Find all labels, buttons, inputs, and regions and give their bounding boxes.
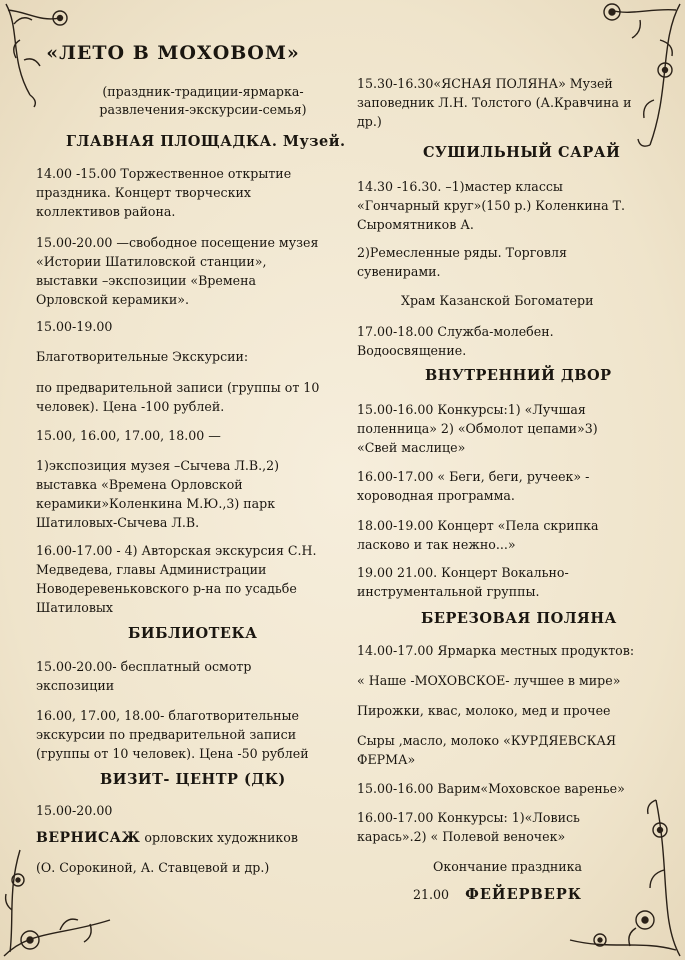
vernissage-label: ВЕРНИСАЖ — [36, 830, 141, 846]
text-line: 15.00-16.00 Варим«Моховское варенье» — [357, 781, 625, 796]
text-line: ФЕРМА» — [357, 752, 416, 767]
closing-text: Окончание праздника — [433, 859, 583, 874]
text-line: карась».2) « Полевой веночек» — [357, 829, 566, 844]
heading-inner-yard: ВНУТРЕННИЙ ДВОР — [425, 367, 612, 384]
text-line: 14.30 -16.30. –1)мастер классы — [357, 179, 563, 194]
text-line: Пирожки, квас, молоко, мед и прочее — [357, 703, 611, 718]
text-line: Шатиловых-Сычева Л.В. — [36, 515, 200, 530]
heading-library: БИБЛИОТЕКА — [128, 625, 258, 642]
text-line: 16.00-17.00 - 4) Авторская экскурсия С.Н. — [36, 543, 317, 558]
heading-drying-barn: СУШИЛЬНЫЙ САРАЙ — [423, 144, 621, 161]
text-line: 14.00 -15.00 Торжественное открытие — [36, 166, 292, 181]
text-line: 15.30-16.30«ЯСНАЯ ПОЛЯНА» Музей — [357, 76, 613, 91]
text-line: 17.00-18.00 Служба-молебен. — [357, 324, 554, 339]
text-line: хороводная программа. — [357, 488, 515, 503]
text-line: 16.00-17.00 « Беги, беги, ручеек» - — [357, 469, 590, 484]
fireworks-time: 21.00 — [413, 887, 450, 902]
text-line: Благотворительные Экскурсии: — [36, 349, 249, 364]
text-line: 16.00, 17.00, 18.00- благотворительные — [36, 708, 299, 723]
text-line: (О. Сорокиной, А. Ставцевой и др.) — [36, 860, 270, 875]
text-line: 15.00-20.00 —свободное посещение музея — [36, 235, 319, 250]
text-line: 18.00-19.00 Концерт «Пела скрипка — [357, 518, 599, 533]
text-line: поленница» 2) «Обмолот цепами»3) — [357, 421, 598, 436]
text-line: ласково и так нежно...» — [357, 537, 516, 552]
fireworks-label: ФЕЙЕРВЕРК — [465, 886, 582, 903]
text-line: 15.00, 16.00, 17.00, 18.00 — — [36, 428, 221, 443]
text-line: Новодеревеньковского р-на по усадьбе — [36, 581, 297, 596]
text-line: выставка «Времена Орловской — [36, 477, 243, 492]
text-line: сувенирами. — [357, 264, 441, 279]
text-line: 2)Ремесленные ряды. Торговля — [357, 245, 567, 260]
heading-main-square: ГЛАВНАЯ ПЛОЩАДКА. Музей. — [66, 133, 346, 150]
text-line: 15.00-19.00 — [36, 319, 113, 334]
fireworks-line — [413, 885, 582, 904]
heading-church: Храм Казанской Богоматери — [401, 293, 594, 308]
heading-birch-glade: БЕРЕЗОВАЯ ПОЛЯНА — [421, 610, 617, 627]
text-line: «Гончарный круг»(150 р.) Коленкина Т. — [357, 198, 626, 213]
text-line: инструментальной группы. — [357, 584, 540, 599]
text-line: 16.00-17.00 Конкурсы: 1)«Ловись — [357, 810, 580, 825]
text-line: (группы от 10 человек). Цена -50 рублей — [36, 746, 309, 761]
text-line: коллективов района. — [36, 204, 176, 219]
text-line: Сыромятников А. — [357, 217, 474, 232]
vernissage-rest: орловских художников — [140, 830, 298, 845]
page-title: «ЛЕТО В МОХОВОМ» — [46, 42, 300, 64]
subtitle-line-2: развлечения-экскурсии-семья) — [99, 102, 307, 117]
text-line: Орловской керамики». — [36, 292, 190, 307]
heading-visit-center: ВИЗИТ- ЦЕНТР (ДК) — [100, 771, 286, 788]
text-line: 15.00-20.00 — [36, 803, 113, 818]
text-line: 15.00-16.00 Конкурсы:1) «Лучшая — [357, 402, 586, 417]
text-line: человек). Цена -100 рублей. — [36, 399, 225, 414]
text-line: 1)экспозиция музея –Сычева Л.В.,2) — [36, 458, 280, 473]
text-line: 19.00 21.00. Концерт Вокально- — [357, 565, 569, 580]
subtitle-line-1: (праздник-традиции-ярмарка- — [102, 84, 304, 99]
text-line: Водоосвящение. — [357, 343, 467, 358]
text-line — [36, 828, 298, 848]
text-line: др.) — [357, 114, 382, 129]
text-line: 15.00-20.00- бесплатный осмотр — [36, 659, 252, 674]
text-line: Медведева, главы Администрации — [36, 562, 267, 577]
text-line: выставки –экспозиции «Времена — [36, 273, 257, 288]
text-line: Сыры ,масло, молоко «КУРДЯЕВСКАЯ — [357, 733, 617, 748]
text-line: «Истории Шатиловской станции», — [36, 254, 267, 269]
text-line: экспозиции — [36, 678, 115, 693]
text-line: по предварительной записи (группы от 10 — [36, 380, 320, 395]
text-line: экскурсии по предварительной записи — [36, 727, 297, 742]
text-line: заповедник Л.Н. Толстого (А.Кравчина и — [357, 95, 632, 110]
text-line: Шатиловых — [36, 600, 114, 615]
text-line: 14.00-17.00 Ярмарка местных продуктов: — [357, 643, 635, 658]
text-line: « Наше -МОХОВСКОЕ- лучшее в мире» — [357, 673, 621, 688]
text-line: «Свей маслице» — [357, 440, 466, 455]
text-line: праздника. Концерт творческих — [36, 185, 251, 200]
text-line: керамики»Коленкина М.Ю.,3) парк — [36, 496, 276, 511]
